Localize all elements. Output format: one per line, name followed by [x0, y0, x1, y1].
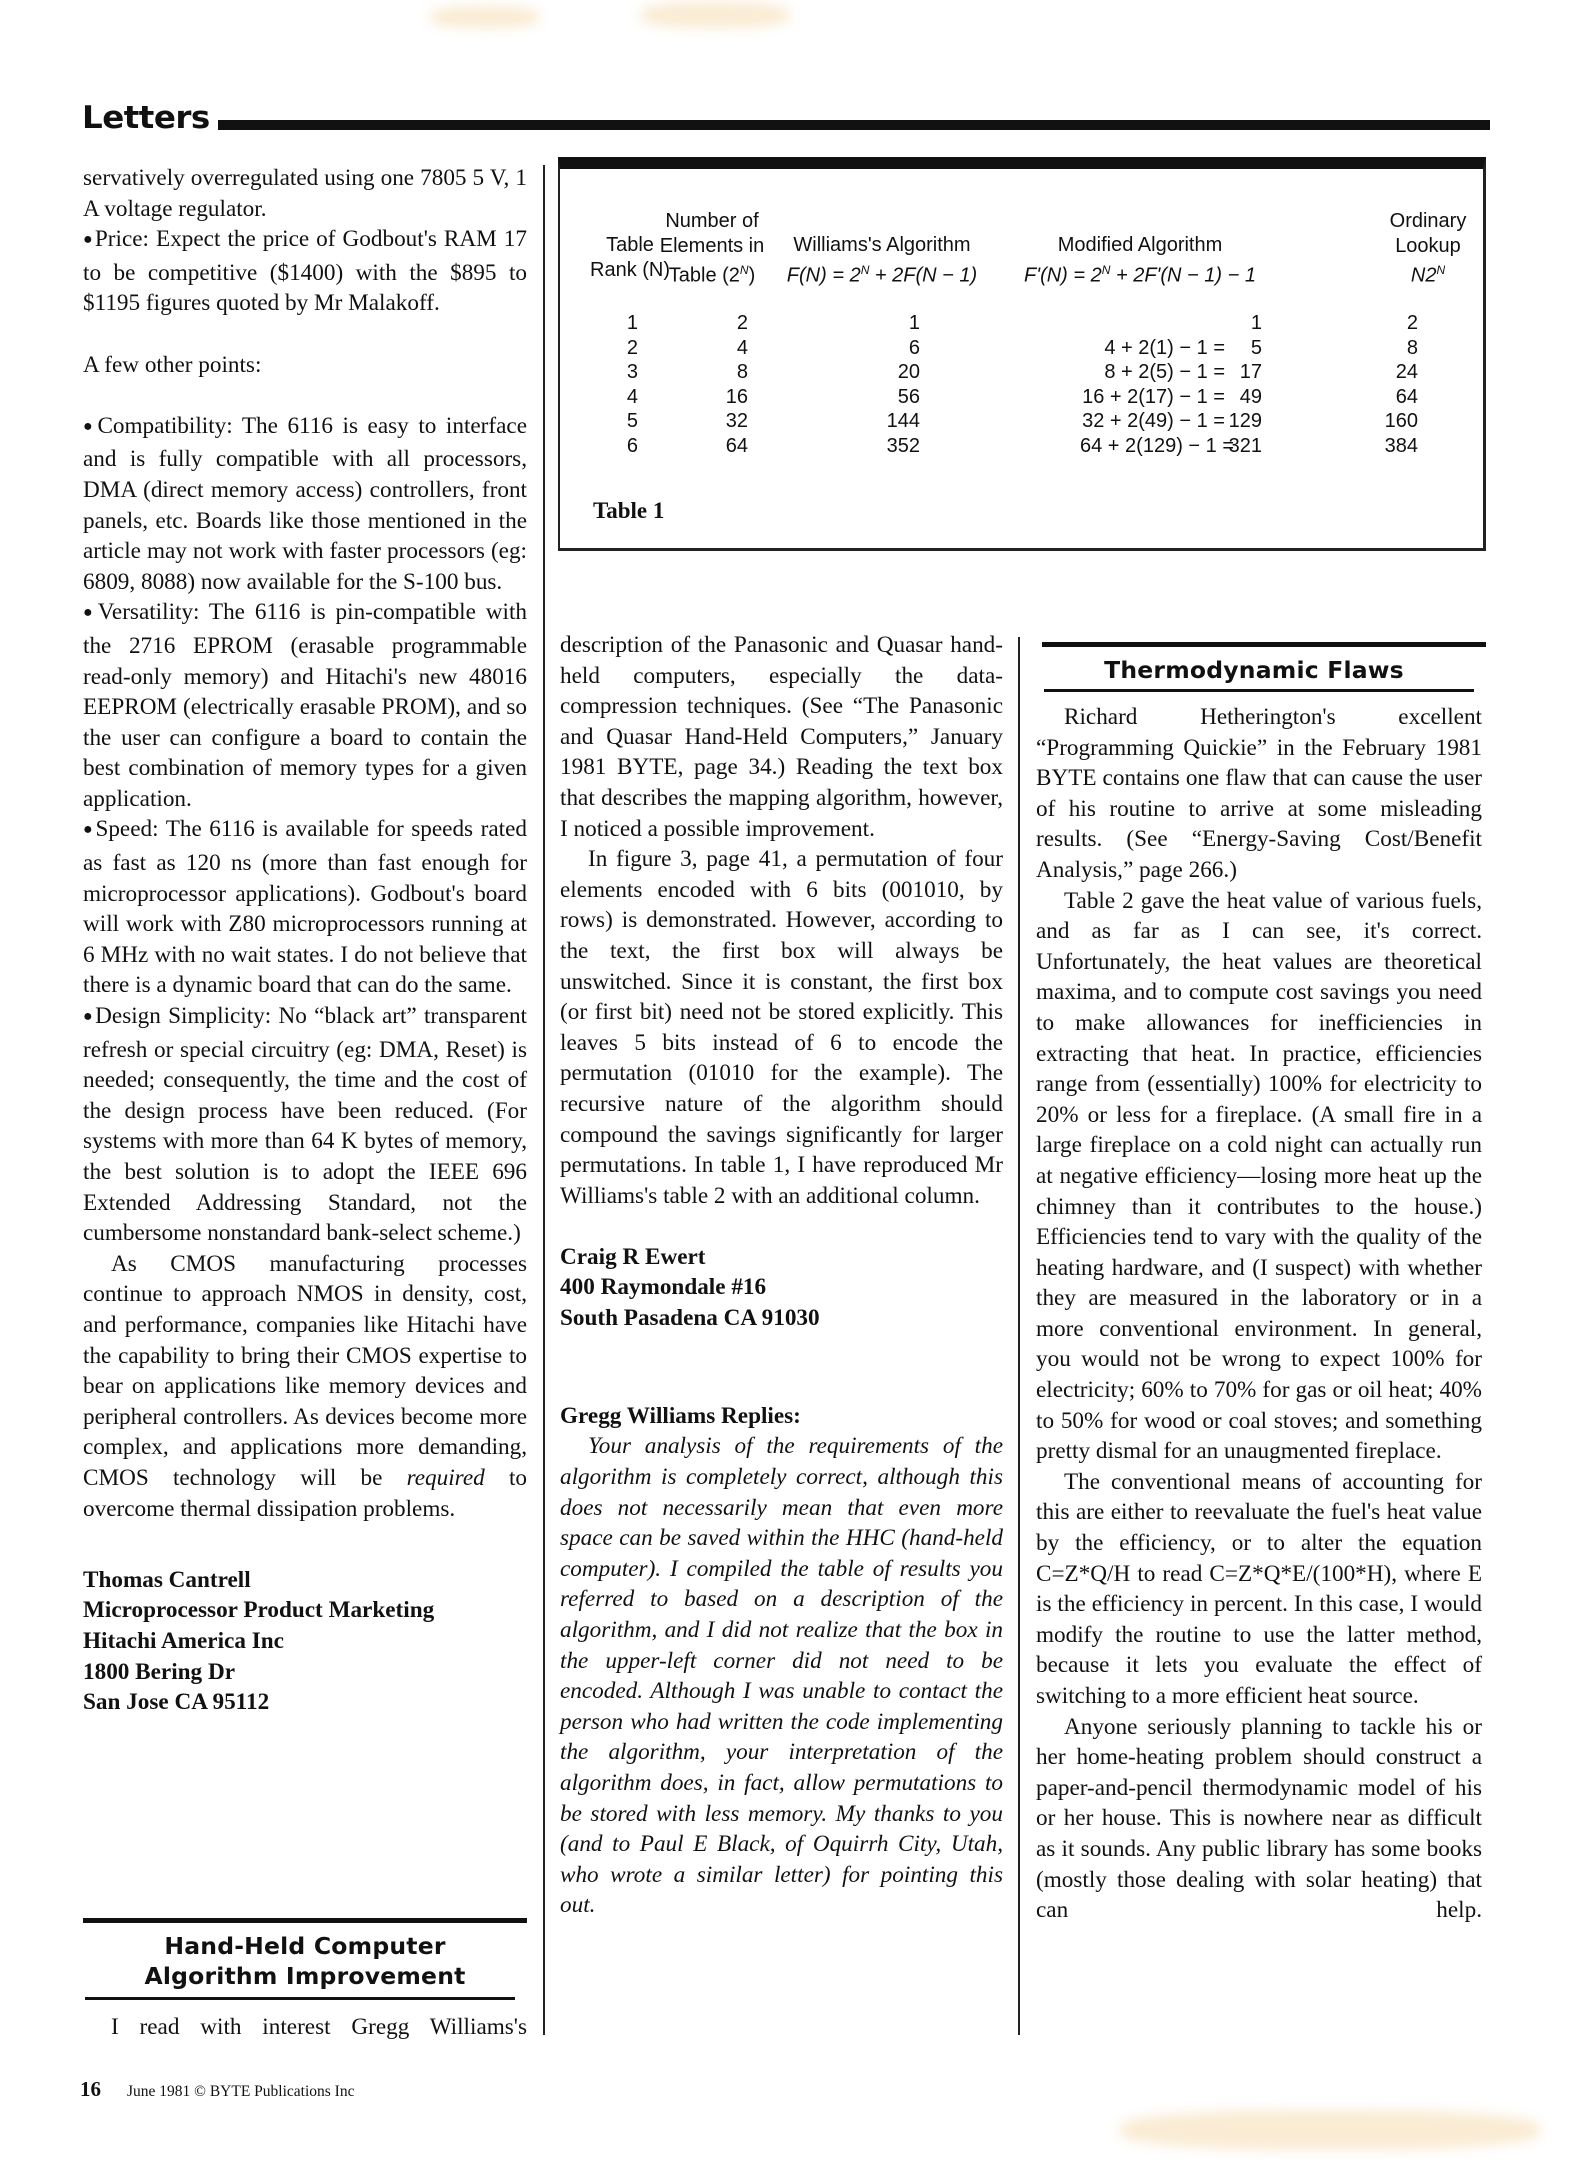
- signature-cantrell: [83, 1565, 527, 1718]
- heading-line: Hand-Held Computer: [164, 1932, 446, 1960]
- bullet-speed: ● Speed: The 6116 is available for speeds rated as fast as 120 ns (more than fast enough for microprocessor applications). Godbout's board will work with Z80 microprocessors running at 6 MHz with no wait states. I do not believe that there is a dynamic board that can do the same.: [83, 814, 527, 1001]
- heading-rule-top: [1042, 642, 1486, 647]
- cell-williams: 1: [908, 312, 920, 334]
- cell-elements: 16: [725, 385, 748, 408]
- cell-modified-value: 17: [1239, 361, 1262, 384]
- cell-elements: 64: [725, 435, 748, 457]
- left-column: [83, 163, 527, 1718]
- signature-line: Hitachi America Inc: [83, 1627, 284, 1654]
- cell-modified-value: 129: [1228, 410, 1262, 433]
- cell-rank: 4: [626, 385, 638, 408]
- cell-modified-expression: 8 + 2(5) − 1 =: [1104, 361, 1225, 384]
- cell-williams: 352: [886, 435, 920, 457]
- cell-ordinary: 160: [1384, 410, 1418, 433]
- cell-williams: 6: [908, 336, 920, 359]
- cell-rank: 6: [626, 435, 638, 457]
- header-rank: Table Rank (N): [590, 234, 671, 281]
- bullet-compatibility: ● Compatibility: The 6116 is easy to interface and is fully compatible with all processors, DMA (direct memory access) controllers, front panels, etc. Boards like those mentioned in the article may not work with faster processors (eg: 6809, 8088) now available for the S-100 bus.: [83, 411, 527, 598]
- cell-rank: 2: [626, 336, 638, 359]
- cell-elements: 4: [736, 336, 748, 359]
- table-caption: Table 1: [593, 498, 665, 523]
- signature-ewert: [560, 1242, 1003, 1334]
- heading-thermodynamic-flaws: [1042, 642, 1486, 692]
- header-ordinary: Ordinary Lookup $N2^N$: [1389, 210, 1467, 287]
- right-column: [1036, 702, 1482, 1926]
- paragraph: servatively overregulated using one 7805 5 V, 1 A voltage regulator.: [83, 165, 527, 222]
- cell-elements: 8: [736, 361, 748, 384]
- cell-elements: 2: [736, 312, 748, 334]
- signature-line: South Pasadena CA 91030: [560, 1305, 820, 1332]
- signature-line: San Jose CA 95112: [83, 1689, 270, 1716]
- cell-modified-expression: 4 + 2(1) − 1 =: [1104, 336, 1225, 359]
- reply-text: Your analysis of the requirements of the algorithm is completely correct, although this does not necessarily mean that even more space can be saved within the HHC (hand-held computer). I compiled the table of results you referred to based on a description of the algorithm, and I did not realize that the box in the upper-left corner did not need to be encoded. Although I was unable to contact the person who had written the code implementing the algorithm, your interpretation of the algorithm does, in fact, allow permutations to be stored with less memory. My thanks to you (and to Paul E Black, of Oquirrh City, Utah, who wrote a similar letter) for pointing this out.: [560, 1433, 1003, 1919]
- cell-modified-expression: 32 + 2(49) − 1 =: [1082, 410, 1225, 433]
- paragraph: A few other points:: [83, 351, 262, 378]
- signature-line: Craig R Ewert: [560, 1243, 706, 1270]
- section-title: Letters: [82, 100, 210, 136]
- cell-ordinary: 8: [1406, 336, 1418, 359]
- cell-ordinary: 24: [1395, 361, 1418, 384]
- scan-stain: [640, 2, 790, 28]
- left-column-continuation: [83, 2012, 527, 2043]
- paragraph: I read with interest Gregg Williams's: [111, 2014, 527, 2040]
- middle-column: [560, 630, 1003, 1921]
- heading-rule-bottom: [85, 1997, 515, 2000]
- cell-williams: 144: [886, 410, 920, 433]
- bullet-design-simplicity: ● Design Simplicity: No “black art” transparent refresh or special circuitry (eg: DMA, Reset) is needed; consequently, the time and the cost of the design process have been reduced. (For systems with more than 64 K bytes of memory, the best solution is to adopt the IEEE 696 Extended Addressing Standard, not the cumbersome nonstandard bank-select scheme.): [83, 1001, 527, 1249]
- cell-rank: 1: [626, 312, 638, 334]
- page-footer: [80, 2077, 354, 2102]
- heading-hand-held: [83, 1918, 527, 2000]
- signature-line: Thomas Cantrell: [83, 1566, 251, 1593]
- heading-line: Thermodynamic Flaws: [1104, 656, 1404, 684]
- cell-ordinary: 384: [1384, 435, 1418, 457]
- signature-line: 1800 Bering Dr: [83, 1658, 235, 1685]
- emphasis: required: [406, 1464, 485, 1491]
- paragraph: Anyone seriously planning to tackle his or her home-heating problem should construct a paper-and-pencil thermodynamic model of his or her house. This is nowhere near as difficult as it sounds. Any public library has some books (mostly those dealing with solar heating) that can help.: [1036, 1713, 1482, 1924]
- paragraph: In figure 3, page 41, a permutation of four elements encoded with 6 bits (001010, by rows) is demonstrated. However, according to the text, the first box will always be unswitched. Since it is constant, the first box (or first bit) need not be stored explicitly. This leaves 5 bits instead of 6 to encode the permutation (01010 for the example). The recursive nature of the algorithm should compound the savings significantly for larger permutations. In table 1, I have reproduced Mr Williams's table 2 with an additional column.: [560, 846, 1003, 1209]
- cell-rank: 3: [626, 361, 638, 384]
- section-header-rule: [218, 120, 1490, 130]
- column-divider-left: [543, 165, 545, 2035]
- header-modified: Modified Algorithm $F'(N) = 2^N + 2F'(N - 1) - 1$: [1024, 234, 1256, 287]
- cell-williams: 56: [897, 385, 920, 408]
- column-divider-right: [1018, 637, 1020, 2035]
- cell-modified-expression: 16 + 2(17) − 1 =: [1082, 385, 1225, 408]
- reply-heading: Gregg Williams Replies:: [560, 1402, 801, 1429]
- bullet-price: ● Price: Expect the price of Godbout's RAM 17 to be competitive ($1400) with the $895 to $1195 figures quoted by Mr Malakoff.: [83, 224, 527, 319]
- cell-modified-value: 321: [1228, 435, 1262, 457]
- cell-ordinary: 2: [1406, 312, 1418, 334]
- cell-modified-value: 1: [1250, 312, 1262, 334]
- header-williams: Williams's Algorithm $F(N) = 2^N + 2F(N - 1)$: [786, 234, 978, 287]
- paragraph-cmos: As CMOS manufacturing processes continue to approach NMOS in density, cost, and performance, companies like Hitachi have the capability to bring their CMOS expertise to bear on applications like memory devices and peripheral controllers. As devices become more complex, and applications more demanding, CMOS technology will be required to overcome thermal dissipation problems.: [83, 1250, 527, 1522]
- cell-modified-value: 5: [1250, 336, 1262, 359]
- cell-elements: 32: [725, 410, 748, 433]
- header-elements: Number of Elements in Table $(2^N)$: [659, 210, 765, 287]
- cell-williams: 20: [897, 361, 920, 384]
- paragraph: description of the Panasonic and Quasar hand-held computers, especially the data-compression techniques. (See “The Panasonic and Quasar Hand-Held Computers,” January 1981 BYTE, page 34.) Reading the text box that describes the mapping algorithm, however, I noticed a possible improvement.: [560, 632, 1003, 842]
- signature-line: 400 Raymondale #16: [560, 1274, 767, 1301]
- heading-rule-bottom: [1044, 689, 1474, 692]
- paragraph: Table 2 gave the heat value of various fuels, and as far as I can see, it's correct. Unfortunately, the heat values are theoretical maxima, and to compute cost savings you need to make allowances for inefficiencies in extracting that heat. In practice, efficiencies range from (essentially) 100% for electricity to 20% or less for a fireplace. (A small fire in a large fireplace on a cold night can actually run at negative efficiency—losing more heat up the chimney than it contributes to the house.) Efficiencies tend to vary with the quality of the heating hardware, and (I suspect) with whether they are measured in the laboratory or in a more conventional environment. In general, you would not be wrong to expect 100% for electricity; 60% to 70% for gas or oil heat; 40% to 50% for wood or coal stoves; and something pretty dismal for an unaugmented fireplace.: [1036, 887, 1482, 1465]
- table-1-grid: [560, 169, 1483, 548]
- paragraph: The conventional means of accounting for this are either to reevaluate the fuel's heat value by the efficiency, or to alter the equation C=Z*Q/H to read C=Z*Q*E/(100*H), where E is the efficiency in percent. In this case, I would modify the routine to use the latter method, because it lets you evaluate the effect of switching to a more efficient heat source.: [1036, 1468, 1482, 1709]
- cell-modified-value: 49: [1239, 385, 1262, 408]
- signature-line: Microprocessor Product Marketing: [83, 1597, 435, 1624]
- page-number: 16: [80, 2077, 101, 2101]
- heading-line: Algorithm Improvement: [144, 1962, 466, 1990]
- scan-stain: [1120, 2110, 1540, 2150]
- bullet-versatility: ● Versatility: The 6116 is pin-compatible with the 2716 EPROM (erasable programmable read-only memory) and Hitachi's new 48016 EEPROM (electrically erasable PROM), and so the user can configure a board to contain the best combination of memory types for a given application.: [83, 597, 527, 814]
- cell-modified-expression: 64 + 2(129) − 1 =: [1080, 435, 1235, 457]
- paragraph: Richard Hetherington's excellent “Programming Quickie” in the February 1981 BYTE contains one flaw that can cause the user of his routine to arrive at some misleading results. (See “Energy-Saving Cost/Benefit Analysis,” page 266.): [1036, 704, 1482, 883]
- scan-stain: [430, 6, 540, 28]
- publication-line: June 1981 © BYTE Publications Inc: [127, 2083, 355, 2100]
- table-1: [558, 157, 1486, 551]
- heading-rule-top: [83, 1918, 527, 1923]
- cell-ordinary: 64: [1395, 385, 1418, 408]
- cell-rank: 5: [626, 410, 638, 433]
